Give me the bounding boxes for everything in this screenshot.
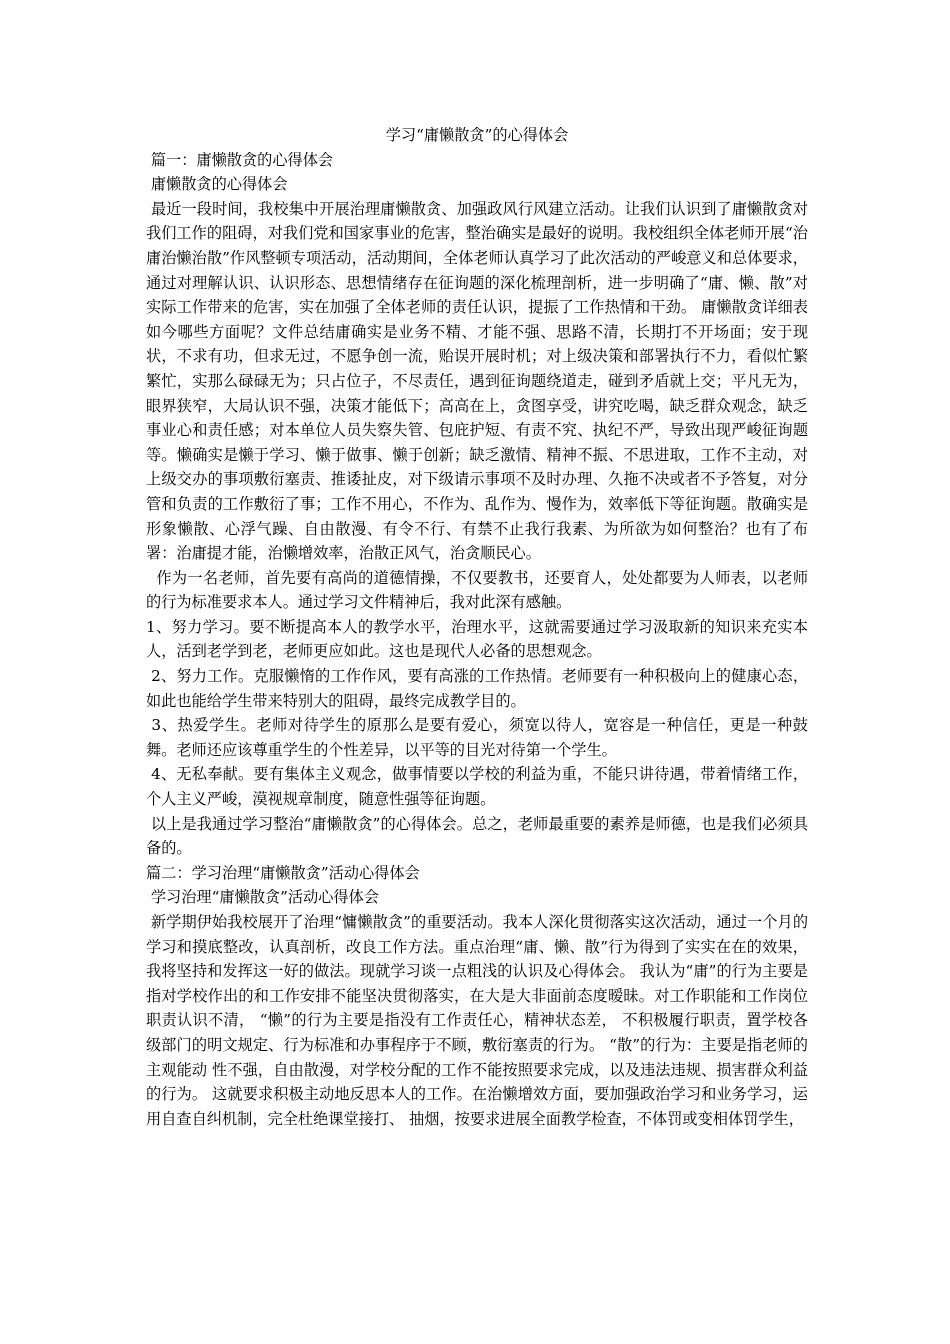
paragraph-body: 作为一名老师，首先要有高尚的道德情操，不仅要教书，还要育人，处处都要为人师表，以老师的行为标准要求本人。通过学习文件精神后，我对此深有感触。 <box>146 568 809 612</box>
list-item-2: 2、努力工作。克服懒惰的工作作风，要有高涨的工作热情。老师要有一种积极向上的健康心态，如此也能给学生带来特别大的阻碍，最终完成教学目的。 <box>146 667 809 710</box>
paragraph-subtitle-part1: 庸懒散贪的心得体会 <box>146 175 288 194</box>
list-item-4: 4、无私奉献。要有集体主义观念，做事情要以学校的利益为重，不能只讲待遇，带着情绪工作，个人主义严峻，漠视规章制度，随意性强等征询题。 <box>146 765 809 809</box>
paragraph-heading-part1: 篇一：庸懒散贪的心得体会 <box>146 150 334 169</box>
paragraph-heading-part2: 篇二：学习治理“庸懒散贪”活动心得体会 <box>146 863 420 882</box>
paragraph-conclusion: 以上是我通过学习整治“庸懒散贪”的心得体会。总之，老师最重要的素养是师德，也是我们必须具备的。 <box>146 814 809 858</box>
document-title: 学习“庸懒散贪”的心得体会 <box>385 126 569 144</box>
document-body <box>146 123 808 1131</box>
paragraph-body: 新学期伊始我校展开了治理“慵懒散贪”的重要活动。我本人深化贯彻落实这次活动，通过一个月的学习和摸底整改，认真剖析，改良工作方法。重点治理“庸、懒、散”行为得到了实实在在的效果，我将坚持和发挥这一好的做法。现就学习谈一点粗浅的认识及心得体会。 我认为“庸”的行为主要是指对学校作出的和工作安排不能坚决贯彻落实，在大是大非面前态度暧昧。对工作职能和工作岗位职责认识不清， “懒”的行为主要是指没有工作责任心，精神状态差， 不积极履行职责，置学校各级部门的明文规定、行为标准和办事程序于不顾，敷衍塞责的行为。 “散”的行为：主要是指老师的主观能动 性不强，自由散漫，对学校分配的工作不能按照要求完成，以及违法违规、损害群众利益的行为。 这就要求积极主动地反思本人的工作。在治懒增效方面，要加强政治学习和业务学习，运用自查自纠机制，完全杜绝课堂接打、 抽烟，按要求进展全面教学检查，不体罚或变相体罚学生， <box>146 913 809 1128</box>
paragraph-subtitle-part2: 学习治理“庸懒散贪”活动心得体会 <box>146 888 379 907</box>
paragraph-body: 最近一段时间，我校集中开展治理庸懒散贪、加强政风行风建立活动。让我们认识到了庸懒散贪对我们工作的阻碍，对我们党和国家事业的危害，整治确实是最好的说明。我校组织全体老师开展“治庸治懒治散”作风整顿专项活动，活动期间，全体老师认真学习了此次活动的严峻意义和总体要求，通过对理解认识、认识形态、思想情绪存在征询题的深化梳理剖析，进一步明确了“庸、懒、散”对实际工作带来的危害，实在加强了全体老师的责任认识，提振了工作热情和干劲。 庸懒散贪详细表如今哪些方面呢？文件总结庸确实是业务不精、才能不强、思路不清，长期打不开场面；安于现状，不求有功，但求无过，不愿争创一流，贻误开展时机；对上级决策和部署执行不力，看似忙繁繁忙，实那么碌碌无为；只占位子，不尽责任，遇到征询题绕道走，碰到矛盾就上交；平凡无为，眼界狭窄，大局认识不强，决策才能低下；高高在上，贪图享受，讲究吃喝，缺乏群众观念，缺乏事业心和责任感；对本单位人员失察失管、包庇护短、有责不究、执纪不严，导致出现严峻征询题等。懒确实是懒于学习、懒于做事、懒于创新；缺乏激情、精神不振、不思进取，工作不主动，对上级交办的事项敷衍塞责、推诿扯皮，对下级请示事项不及时办理、久拖不决或者不予答复，对分管和负责的工作敷衍了事；工作不用心，不作为、乱作为、慢作为，效率低下等征询题。散确实是形象懒散、心浮气躁、自由散漫、有令不行、有禁不止我行我素、为所欲为如何整治？也有了布署：治庸提才能，治懒增效率，治散正风气，治贪顺民心。 <box>146 199 809 563</box>
list-item-1: 1、努力学习。要不断提高本人的教学水平，治理水平，这就需要通过学习汲取新的知识来充实本人，活到老学到老，老师更应如此。这也是现代人必备的思想观念。 <box>146 617 808 661</box>
list-item-3: 3、热爱学生。老师对待学生的原那么是要有爱心，须宽以待人，宽容是一种信任，更是一种鼓舞。老师还应该尊重学生的个性差异，以平等的目光对待第一个学生。 <box>146 716 808 759</box>
